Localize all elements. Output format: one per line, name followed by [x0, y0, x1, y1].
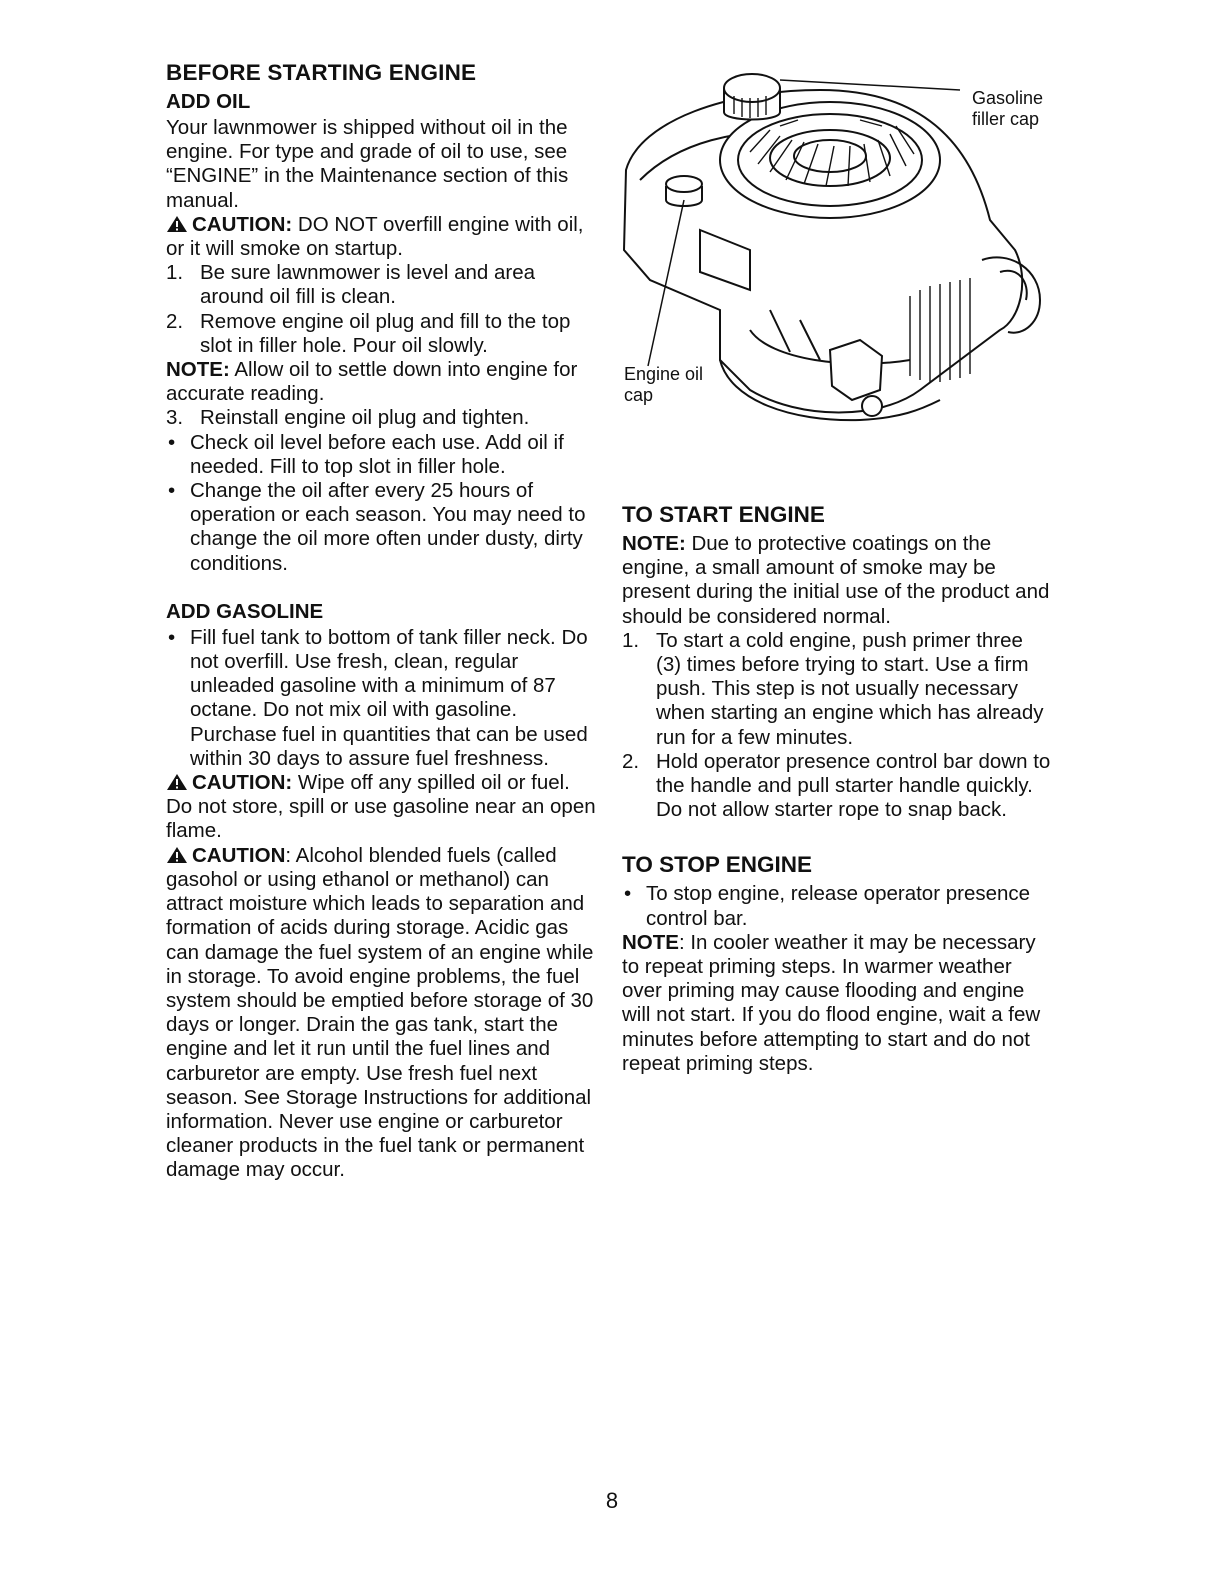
section-heading-to-start-engine: TO START ENGINE: [622, 502, 825, 527]
start-engine-steps: [622, 629, 1052, 823]
step-number: 1.: [166, 261, 184, 285]
warning-triangle-icon: [166, 773, 188, 791]
step-text: Reinstall engine oil plug and tighten.: [200, 406, 530, 430]
add-gasoline-bullets: [166, 626, 598, 771]
note-label: NOTE:: [622, 532, 686, 555]
engine-illustration: [620, 60, 1060, 440]
engine-oil-cap-label: Engine oil cap: [624, 364, 704, 405]
bullet-icon: •: [168, 625, 176, 649]
stop-engine-bullets: [622, 882, 1052, 930]
subheading-add-oil: ADD OIL: [166, 90, 251, 113]
list-item: [166, 310, 598, 358]
bullet-icon: •: [168, 430, 176, 454]
add-oil-caution: [166, 213, 598, 261]
bullet-text: To stop engine, release operator presence control bar.: [646, 882, 1031, 930]
subheading-add-gasoline: ADD GASOLINE: [166, 599, 324, 623]
section-heading-to-stop-engine: TO STOP ENGINE: [622, 852, 813, 878]
caution-label: CAUTION:: [192, 212, 293, 236]
list-item: [166, 406, 598, 430]
start-engine-note: [622, 532, 1052, 629]
add-oil-intro: Your lawnmower is shipped without oil in the engine. For type and grade of oil to use, see “ENGINE” in the Maintenance section of this manual.: [166, 116, 569, 212]
list-item: [622, 629, 1052, 750]
right-column: [622, 502, 1052, 1076]
step-text: Be sure lawnmower is level and area around oil fill is clean.: [200, 261, 535, 309]
step-text: Hold operator presence control bar down to the handle and pull starter handle quickly. Do not allow starter rope to snap back.: [656, 749, 1051, 822]
section-heading-before-starting: BEFORE STARTING ENGINE: [166, 60, 477, 85]
list-item: [166, 479, 598, 576]
add-oil-steps: [166, 261, 598, 358]
gasoline-filler-cap-label: Gasoline filler cap: [972, 88, 1044, 129]
list-item: [166, 626, 598, 771]
note-text: Allow oil to settle down into engine for accurate reading.: [166, 358, 578, 406]
step-number: 2.: [166, 309, 184, 333]
caution-text: Wipe off any spilled oil or fuel. Do not store, spill or use gasoline near an open flame.: [166, 771, 596, 843]
add-oil-bullets: [166, 431, 598, 576]
caution-label: CAUTION:: [192, 771, 293, 795]
bullet-icon: •: [624, 882, 632, 906]
warning-triangle-icon: [166, 846, 188, 864]
step-number: 2.: [622, 749, 640, 773]
gasoline-caution-1: [166, 771, 598, 844]
step-number: 1.: [622, 628, 640, 652]
note-text: Due to protective coatings on the engine, a small amount of smoke may be present during the initial use of the product and should be considered normal.: [622, 532, 1050, 628]
list-item: [622, 750, 1052, 823]
list-item: [166, 431, 598, 479]
caution-text: : Alcohol blended fuels (called gasohol or using ethanol or methanol) can attract moisture which leads to separation and formation of acids during storage. Acidic gas can damage the fuel system of an engine while in storage. To avoid engine problems, the fuel system should be emptied before storage of 30 days or longer. Drain the gas tank, start the engine and let it run until the fuel lines and carburetor are empty. Use fresh fuel next season. See Storage Instructions for additional information. Never use engine or carburetor cleaner products in the fuel tank or permanent damage may occur.: [166, 843, 594, 1182]
bullet-text: Change the oil after every 25 hours of operation or each season. You may need to change the oil more often under dusty, dirty conditions.: [190, 479, 586, 575]
step-text: Remove engine oil plug and fill to the top slot in filler hole. Pour oil slowly.: [200, 309, 571, 357]
warning-triangle-icon: [166, 215, 188, 233]
note-label: NOTE: [622, 930, 679, 954]
bullet-icon: •: [168, 479, 176, 503]
left-column: [166, 60, 598, 1183]
spacer: [166, 576, 598, 600]
page-number: 8: [605, 1488, 619, 1513]
note-label: NOTE:: [166, 358, 230, 382]
gasoline-caution-2: [166, 844, 598, 1183]
note-text: : In cooler weather it may be necessary to repeat priming steps. In warmer weather over priming may cause flooding and engine will not start. If you do flood engine, wait a few minutes before attempting to start and do not repeat priming steps.: [622, 930, 1041, 1075]
bullet-text: Check oil level before each use. Add oil if needed. Fill to top slot in filler hole.: [190, 430, 564, 478]
step-text: To start a cold engine, push primer three (3) times before trying to start. Use a firm push. This step is not usually necessary when starting an engine which has already run for a few minutes.: [656, 628, 1044, 749]
stop-engine-note: [622, 931, 1052, 1076]
list-item: [622, 882, 1052, 930]
add-oil-step3: [166, 406, 598, 430]
caution-label: CAUTION: [192, 843, 286, 867]
spacer: [622, 822, 1052, 852]
step-number: 3.: [166, 406, 184, 430]
list-item: [166, 261, 598, 309]
add-oil-note: [166, 358, 598, 406]
caution-text: DO NOT overfill engine with oil, or it will smoke on startup.: [166, 212, 584, 261]
bullet-text: Fill fuel tank to bottom of tank filler neck. Do not overfill. Use fresh, clean, regular unleaded gasoline with a minimum of 87 octane. Do not mix oil with gasoline. Purchase fuel in quantities that can be used within 30 days to assure fuel freshness.: [190, 625, 588, 770]
